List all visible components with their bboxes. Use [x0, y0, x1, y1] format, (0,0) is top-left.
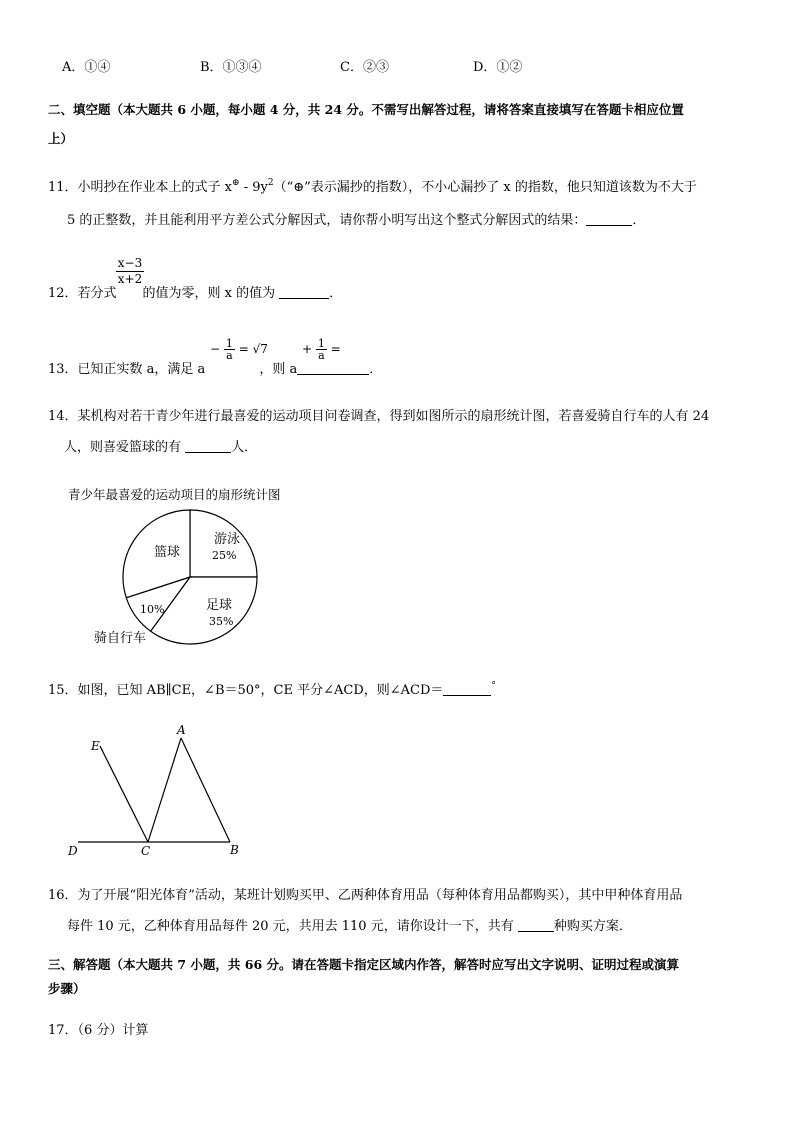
- q11-exponent: 2: [267, 178, 274, 188]
- question-12: [48, 282, 342, 301]
- q12-answer-blank[interactable]: [279, 286, 329, 299]
- q11-end: ．: [632, 213, 646, 228]
- segment-ab: [181, 738, 230, 842]
- q13-fraction-1: $\frac{1}{a}$: [225, 337, 233, 362]
- q11-missing-exponent: ⊕: [232, 178, 240, 188]
- q14-line2-suffix: 人．: [231, 440, 258, 455]
- q12-prefix: 12．若分式: [48, 286, 117, 301]
- pie-label-0: 游泳: [214, 532, 241, 547]
- option-d: D．①②: [473, 60, 523, 75]
- segment-ec: [100, 746, 148, 842]
- pie-slices: [123, 510, 257, 644]
- q13-fraction-2: $\frac{1}{a}$: [317, 337, 325, 362]
- point-label-e: E: [91, 739, 100, 753]
- pie-chart: [94, 505, 280, 655]
- q11-suffix: （“⊕”表示漏抄的指数），不小心漏抄了 x 的指数，他只知道该数为不大于: [273, 180, 697, 195]
- q15-text: 15．如图，已知 AB∥CE，∠B＝50°，CE 平分∠ACD，则∠ACD＝: [48, 683, 444, 698]
- pie-label-2: 骑自行车: [94, 631, 147, 646]
- q13-equals: =: [330, 342, 341, 356]
- question-13: [48, 358, 382, 377]
- section3-heading: 三、解答题（本大题共 7 小题，共 66 分。请在答题卡指定区域内作答，解答时应写出文字说明、证明过程或演算: [48, 957, 680, 972]
- q16-line2-suffix: 种购买方案．: [553, 919, 632, 934]
- q15-degree: °: [491, 681, 496, 691]
- q11-middle: - 9y: [239, 180, 268, 195]
- point-label-d: D: [68, 844, 78, 858]
- q11-answer-blank[interactable]: [586, 213, 632, 226]
- q12-end: ．: [329, 286, 343, 301]
- option-b: B．①③④: [200, 60, 262, 75]
- q11-prefix: 11．小明抄在作业本上的式子 x: [48, 180, 233, 195]
- question-14-line2: [64, 436, 257, 455]
- point-label-a: A: [177, 723, 186, 737]
- q16-answer-blank[interactable]: [518, 919, 554, 932]
- pie-value-2: 10%: [140, 603, 165, 616]
- pie-value-1: 35%: [209, 615, 234, 628]
- q12-middle: 的值为零，则 x 的值为: [142, 286, 276, 301]
- q13-plus: +: [302, 342, 313, 356]
- q15-answer-blank[interactable]: [443, 683, 491, 696]
- point-label-b: B: [230, 843, 239, 857]
- geometry-figure: [60, 718, 260, 868]
- q14-line2-prefix: 人，则喜爱篮球的有: [64, 440, 182, 455]
- question-15: [48, 679, 496, 698]
- pie-label-3: 篮球: [154, 545, 181, 560]
- pie-value-0: 25%: [212, 549, 237, 562]
- q13-answer-blank[interactable]: [297, 362, 369, 375]
- question-11-line2: [67, 209, 645, 228]
- question-11: [48, 176, 697, 195]
- section3-heading-cont: 步骤）: [48, 981, 86, 996]
- section2-heading: 二、填空题（本大题共 6 小题，每小题 4 分，共 24 分。不需写出解答过程，请将答案直接填写在答题卡相应位置: [48, 102, 684, 117]
- q11-line2: 5 的正整数，并且能利用平方差公式分解因式，请你帮小明写出这个整式分解因式的结果：: [67, 213, 587, 228]
- segment-ca: [148, 738, 181, 842]
- point-label-c: C: [141, 844, 151, 858]
- option-a: A．①④: [62, 60, 111, 75]
- q13-end: ．: [369, 362, 383, 377]
- question-14: 14．某机构对若干青少年进行最喜爱的运动项目问卷调查，得到如图所示的扇形统计图，若喜爱骑自行车的人有 24: [48, 409, 710, 424]
- q13-middle: ，则 a: [259, 362, 298, 377]
- question-16-line2: [67, 915, 632, 934]
- q13-prefix: 13．已知正实数 a，满足 a: [48, 362, 206, 377]
- q13-minus: −: [210, 342, 221, 356]
- pie-label-1: 足球: [206, 598, 233, 613]
- question-17: 17．（6 分）计算: [48, 1023, 149, 1038]
- q16-line2-prefix: 每件 10 元，乙种体育用品每件 20 元，共用去 110 元，请你设计一下，共有: [67, 919, 514, 934]
- q14-answer-blank[interactable]: [185, 440, 231, 453]
- q12-denominator: x+2: [117, 272, 143, 286]
- q12-numerator: x−3: [117, 256, 143, 270]
- question-16: 16．为了开展“阳光体育”活动，某班计划购买甲、乙两种体育用品（每种体育用品都购买），其中甲种体育用品: [48, 888, 683, 903]
- q13-sqrt7: = √7: [238, 342, 268, 356]
- chart-title: 青少年最喜爱的运动项目的扇形统计图: [68, 487, 281, 502]
- option-c: C．②③: [340, 60, 389, 75]
- section2-heading-cont: 上）: [48, 131, 74, 146]
